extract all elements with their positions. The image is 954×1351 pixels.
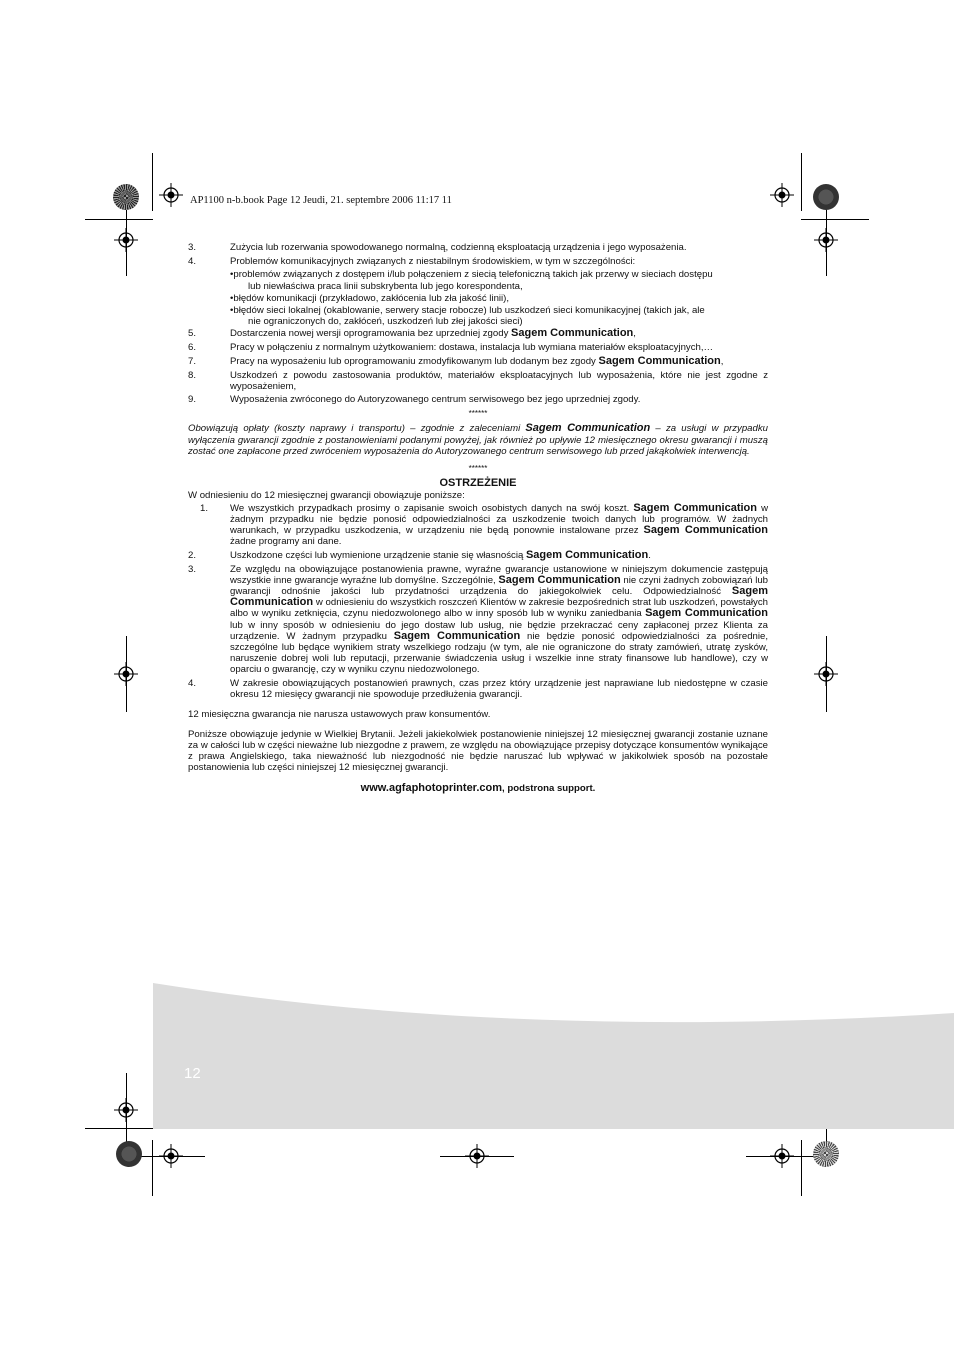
list-number: 8. bbox=[188, 369, 197, 381]
crop-mark bbox=[152, 1140, 153, 1196]
list-text bbox=[230, 564, 768, 676]
list-number: 2. bbox=[188, 549, 197, 561]
text-run: Pracy na wyposażeniu lub oprogramowaniu zmodyfikowanym lub dodanym bez zgody bbox=[230, 355, 599, 367]
list-number: 7. bbox=[188, 355, 197, 367]
brand-name: Sagem Communication bbox=[643, 523, 768, 536]
section-title: OSTRZEŻENIE bbox=[439, 477, 517, 490]
list-text bbox=[230, 503, 768, 548]
list-number: 5. bbox=[188, 328, 197, 340]
registration-mark-icon bbox=[814, 228, 838, 252]
list-text bbox=[230, 550, 768, 561]
brand-name: Sagem Communication bbox=[498, 573, 621, 586]
list-item bbox=[188, 564, 768, 676]
registration-mark-icon bbox=[114, 1098, 138, 1122]
warning-intro: W odniesieniu do 12 miesięcznej gwarancji obowiązuje poniższe: bbox=[188, 490, 465, 502]
list-text: W zakresie obowiązujących postanowień prawnych, czas przez który urządzenie jest naprawiane lub niedostępne w czasie okresu 12 miesięcy gwarancji nie spowoduje przedłużenia gwarancji. bbox=[230, 678, 768, 701]
book-header: AP1100 n-b.book Page 12 Jeudi, 21. septembre 2006 11:17 11 bbox=[190, 195, 452, 206]
crop-mark bbox=[801, 153, 802, 211]
color-wheel-icon bbox=[813, 1141, 839, 1167]
crop-mark bbox=[135, 1156, 205, 1157]
text-run: , bbox=[633, 328, 636, 340]
list-text: Pracy w połączeniu z normalnym użytkowaniem: dostawa, instalacja lub wymiana materiałów eksploatacyjnych,… bbox=[230, 342, 714, 354]
bullet-text: lub niewłaściwa praca linii subskrybenta lub jego korespondenta, bbox=[248, 280, 523, 292]
list-text: Problemów komunikacyjnych związanych z niestabilnym środowiskiem, w tym w szczególności: bbox=[230, 255, 636, 267]
list-text bbox=[230, 356, 768, 367]
list-text bbox=[230, 328, 768, 339]
color-wheel-icon bbox=[113, 184, 139, 210]
crop-mark bbox=[801, 1140, 802, 1196]
bullet-text: •problemów związanych z dostępem i/lub połączeniem z siecią telefoniczną takich jak przerwy w sieciach dostępu bbox=[230, 269, 713, 281]
registration-mark-icon bbox=[770, 183, 794, 207]
list-item bbox=[188, 242, 768, 253]
list-number: 3. bbox=[188, 242, 197, 253]
text-run: lub w inny sposób w odniesieniu do jego dostaw lub usług, nie będzie przekraczać ceny zapłaconej przez Klienta za urządzenie. W żadnym przypadku bbox=[230, 619, 768, 642]
list-item bbox=[188, 550, 768, 561]
support-url[interactable]: www.agfaphotoprinter.com bbox=[360, 781, 503, 794]
page-number: 12 bbox=[184, 1065, 201, 1082]
list-item bbox=[188, 356, 768, 367]
text-run: Uszkodzone części lub wymienione urządzenie stanie się własnością bbox=[230, 549, 526, 561]
page-content bbox=[188, 242, 768, 794]
brand-name: Sagem Communication bbox=[598, 354, 721, 367]
footer-band bbox=[153, 983, 954, 1129]
crop-mark bbox=[440, 1156, 514, 1157]
list-item bbox=[188, 678, 768, 700]
separator-stars: ****** bbox=[468, 409, 488, 419]
brand-name: Sagem Communication bbox=[633, 501, 757, 514]
text-run: nie będzie ponosić odpowiedzialności za pośrednie, szczególne lub będące wynikiem straty wszelkiego rodzaju (w tym, ale nie ograniczone do straty zamówień, utratę zysków, naruszenie dobrej woli lub reputacji, przerwanie świadczenia usług i wszelkie inne straty finansowe lub handlowe), czy w oparciu o gwarancję, czy w wyniku czynu niedozwolonego. bbox=[230, 630, 768, 676]
list-number: 1. bbox=[200, 502, 209, 514]
crop-mark bbox=[746, 1156, 814, 1157]
list-item bbox=[188, 256, 768, 267]
list-text: Uszkodzeń z powodu zastosowania produktów, materiałów eksploatacyjnych lub wyposażenia, które nie jest zgodne z wyposażeniem, bbox=[230, 369, 768, 392]
support-suffix: , podstrona support. bbox=[502, 782, 596, 794]
text-run: Dostarczenia nowej wersji oprogramowania bez uprzedniej zgody bbox=[230, 328, 512, 340]
bullet-text: nie ograniczonych do, zakłóceń, uszkodzeń lub złej jakości sieci) bbox=[248, 316, 523, 328]
text-run: żadne programy ani dane. bbox=[230, 536, 342, 548]
bullet-item bbox=[188, 305, 768, 327]
brand-name: Sagem Communication bbox=[525, 422, 651, 435]
bullet-text: •błędów sieci lokalnej (okablowanie, serwery stacje robocze) lub uszkodzeń sieci komunikacyjnej (takich jak, ale bbox=[230, 305, 705, 317]
support-line bbox=[188, 783, 768, 794]
brand-name: Sagem Communication bbox=[511, 327, 634, 340]
brand-name: Sagem Communication bbox=[393, 629, 521, 642]
text-run: nie czyni żadnych zobowiązań lub gwarancji odnośnie jakości lub przydatności urządzenia do jakiegokolwiek celu. Odpowiedzialność bbox=[230, 574, 769, 597]
color-wheel-icon bbox=[813, 184, 839, 210]
text-run: , bbox=[720, 355, 724, 367]
list-number: 4. bbox=[188, 255, 197, 267]
list-number: 6. bbox=[188, 342, 197, 354]
text-run: Obowiązują opłaty (koszty naprawy i transportu) – zgodnie z zaleceniami bbox=[188, 423, 526, 435]
list-text: Zużycia lub rozerwania spowodowanego normalną, codzienną eksploatacją urządzenia i jego wyposażenia. bbox=[230, 242, 687, 253]
color-wheel-icon bbox=[116, 1141, 142, 1167]
uk-paragraph: Poniższe obowiązuje jedynie w Wielkiej Brytanii. Jeżeli jakiekolwiek postanowienie niniejszej 12 miesięcznej gwarancji zostanie uznane za w całości lub w części nieważne lub niezgodne z prawem, ze względu na obowiązujące przepisy dotyczące konsumentów wynikające z prawa Angielskiego, taka nieważność lub niezgodność nie będzie naruszać lub wpływać w jakikolwiek sposób na pozostałe postanowienia lub części niniejszej 12 miesięcznej gwarancji. bbox=[188, 728, 768, 774]
fees-paragraph bbox=[188, 423, 768, 457]
crop-mark bbox=[152, 153, 153, 211]
list-item bbox=[188, 503, 768, 548]
text-run: We wszystkich przypadkach prosimy o zapisanie swoich osobistych danych na swój koszt. bbox=[230, 502, 634, 514]
crop-mark bbox=[85, 219, 153, 220]
bullet-text: •błędów komunikacji (przykładowo, zakłócenia lub zła jakość linii), bbox=[230, 292, 510, 304]
list-item bbox=[188, 394, 768, 405]
text-run: w żadnym przypadku nie będzie ponosić odpowiedzialności za uszkodzenie twoich danych lub programów. W żadnych warunkach, w przypadku uszkodzenia, w urządzeniu nie będą ponownie instalowane przez bbox=[230, 502, 769, 536]
text-run: Ze względu na obowiązujące postanowienia prawne, wyraźne gwarancje ustanowione w niniejszym dokumencie zastępują wszystkie inne gwarancje wyraźne lub domyślne. Szczególnie, bbox=[230, 563, 768, 586]
bullet-item bbox=[188, 269, 768, 291]
brand-name: Sagem Communication bbox=[645, 607, 768, 620]
list-number: 4. bbox=[188, 678, 197, 690]
list-item bbox=[188, 370, 768, 392]
list-number: 3. bbox=[188, 563, 197, 575]
separator-stars: ****** bbox=[468, 463, 488, 473]
registration-mark-icon bbox=[114, 662, 138, 686]
list-item bbox=[188, 328, 768, 339]
registration-mark-icon bbox=[814, 662, 838, 686]
brand-name: Sagem Communication bbox=[230, 584, 768, 609]
list-item bbox=[188, 342, 768, 353]
crop-mark bbox=[85, 1128, 153, 1129]
bullet-item bbox=[188, 293, 768, 304]
list-text: Wyposażenia zwróconego do Autoryzowanego centrum serwisowego bez jego uprzedniej zgody. bbox=[230, 394, 641, 406]
text-run: – za usługi w przypadku wyłączenia gwarancji zgodnie z postanowieniami podanymi powyżej, jak również po upływie 12 miesięcznego okresu gwarancji i muszą zostać one zapłacone przed zwróceniem wyposażenia do Autoryzowanego centrum serwisowego lub przed jakąkolwiek interwencją. bbox=[188, 423, 768, 457]
registration-mark-icon bbox=[114, 228, 138, 252]
text-run: w odniesieniu do wszystkich roszczeń Klientów w zakresie bezpośrednich strat lub uszkodzeń, powstałych albo w wyniku zetknięcia, czynu niedozwolonego albo w inny sposób lub w wyniku zaniedbania bbox=[230, 597, 768, 620]
consumer-rights-paragraph: 12 miesięczna gwarancja nie narusza ustawowych praw konsumentów. bbox=[188, 708, 491, 720]
registration-mark-icon bbox=[159, 183, 183, 207]
brand-name: Sagem Communication bbox=[525, 548, 649, 561]
text-run: . bbox=[648, 549, 651, 561]
list-number: 9. bbox=[188, 394, 197, 406]
crop-mark bbox=[801, 219, 869, 220]
